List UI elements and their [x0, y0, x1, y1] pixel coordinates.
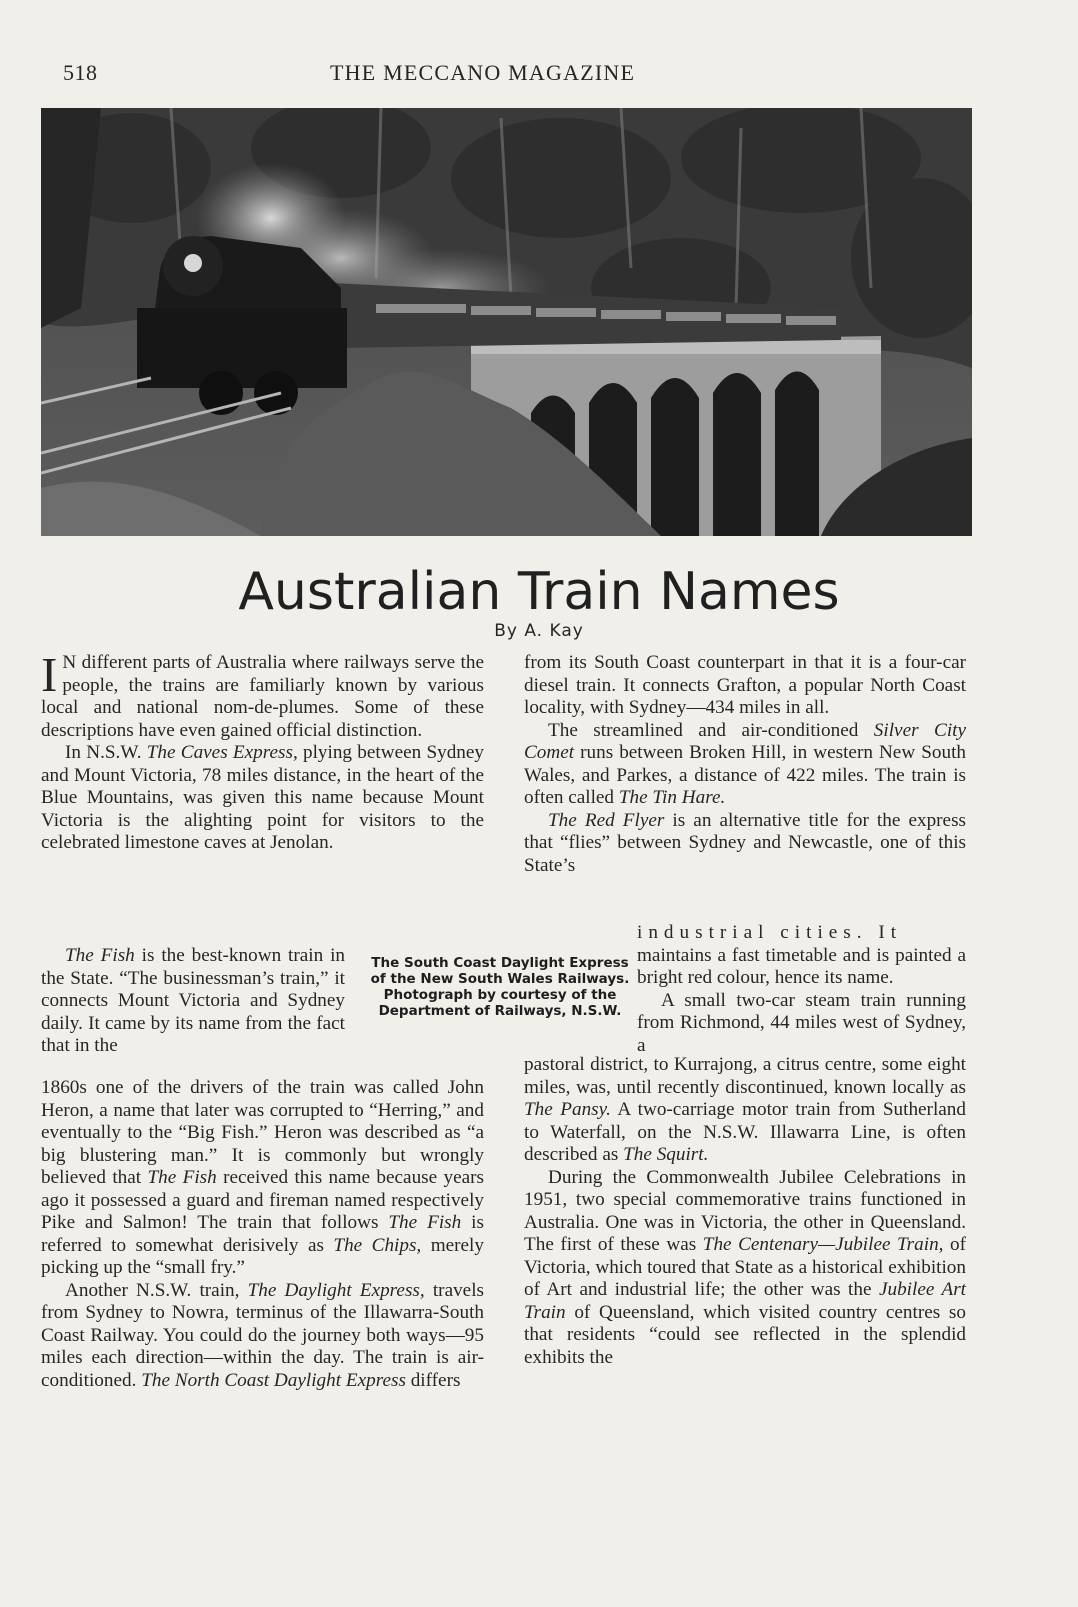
train-name: The Fish: [65, 945, 135, 966]
paragraph-text: A small two-car steam train running from Richmond, 44 miles west of Sydney, a: [637, 989, 966, 1056]
train-name: The Chips,: [333, 1234, 422, 1256]
paragraph-text: Another N.S.W. train,: [65, 1279, 248, 1301]
paragraph-text: runs between Broken Hill, in western New South Wales, and Parkes, a distance of 422 miles. The train is often called: [524, 742, 966, 808]
paragraph: [637, 990, 966, 1058]
left-column-narrow: [41, 945, 345, 1058]
right-column-bottom: [524, 1054, 966, 1369]
paragraph: [41, 945, 345, 1058]
paragraph-text: 1860s one of the drivers of the train was called John Heron, a name that later was corrupted to “Herring,” and eventually to the “Big Fish.” Heron was described as “a big blustering man.” It is commonly but wrongly believed that: [41, 1077, 484, 1188]
paragraph-text: of Victoria, which toured that State as a historical exhibition of Art and industrial life; the other was the: [524, 1234, 967, 1300]
paragraph-text: plying between Sydney and Mount Victoria, 78 miles distance, in the heart of the Blue Mountains, was given this name because Mount Victoria is the alighting point for visitors to the celebrated limestone caves at Jenolan.: [41, 742, 485, 853]
paragraph-text: pastoral district, to Kurrajong, a citrus centre, some eight miles, was, until recently discontinued, known locally as: [524, 1054, 966, 1098]
paragraph-text: In N.S.W.: [65, 742, 147, 763]
photo-caption: The South Coast Daylight Express of the New South Wales Railways. Photograph by courtesy of the Department of Railways, N.S.W.: [370, 955, 630, 1019]
train-name: The Pansy.: [524, 1099, 611, 1120]
paragraph-text: of Queensland, which visited country centres so that residents “could see reflected in the splendid exhibits the: [524, 1301, 966, 1368]
paragraph-text: During the Commonwealth Jubilee Celebrations in 1951, two special commemorative trains functioned in Australia. One was in Victoria, the other in Queensland. The first of these was: [524, 1166, 966, 1255]
left-column-top: [41, 647, 485, 855]
paragraph-text-spaced: industrial cities. It: [637, 922, 903, 943]
paragraph-text: merely picking up the “small fry.”: [41, 1234, 484, 1278]
train-name: The Fish: [388, 1212, 462, 1233]
paragraph: [524, 1167, 966, 1370]
paragraph-text: from its South Coast counterpart in that it is a four-car diesel train. It connects Grafton, a popular North Coast locality, with Sydney—434 miles in all.: [524, 652, 966, 718]
paragraph: [41, 647, 484, 742]
paragraph: [41, 742, 484, 855]
paragraph-text: received this name because years ago it possessed a guard and fireman named respectively Pike and Salmon! The train that follows: [41, 1167, 484, 1233]
paragraph: [524, 810, 966, 878]
train-name: The Squirt.: [623, 1144, 709, 1165]
train-name: The North Coast Daylight Express: [141, 1369, 406, 1391]
train-name: The Red Flyer: [548, 809, 665, 831]
paragraph: [41, 1280, 484, 1393]
train-name: The Daylight Express,: [247, 1279, 425, 1301]
paragraph-text: is an alternative title for the express that “flies” between Sydney and Newcastle, one of this State’s: [524, 809, 966, 876]
train-name: The Fish: [147, 1167, 217, 1188]
right-column-narrow: [637, 922, 966, 1057]
paragraph: [637, 945, 966, 990]
paragraph-text: maintains a fast timetable and is painted a bright red colour, hence its name.: [637, 944, 966, 988]
paragraph-text: The streamlined and air-conditioned: [548, 719, 874, 741]
train-viaduct-image: [41, 108, 972, 536]
paragraph: [41, 1077, 484, 1280]
page-header: [0, 58, 1078, 92]
paragraph-text: N different parts of Australia where railways serve the people, the trains are familiarly known by various local and national nom-de-plumes. Some of these descriptions have even gained official distinction.: [41, 652, 484, 741]
train-photograph: [41, 108, 972, 536]
train-name: The Tin Hare.: [618, 787, 726, 808]
train-name: The Centenary—Jubilee Train,: [702, 1234, 944, 1255]
right-column-top: [524, 652, 966, 877]
article-byline: By A. Kay: [494, 621, 584, 641]
drop-cap: I: [41, 647, 58, 702]
paragraph-text: travels from Sydney to Nowra, terminus of the Illawarra-South Coast Railway. You could do the journey both ways—95 miles each direction—within the day. The train is air-conditioned.: [41, 1279, 484, 1391]
article-title: Australian Train Names: [238, 562, 840, 622]
paragraph: [524, 652, 966, 720]
paragraph-text: is referred to somewhat derisively as: [41, 1212, 484, 1256]
train-name: Silver City Comet: [524, 719, 967, 763]
left-column-bottom: [41, 1077, 484, 1392]
magazine-title: THE MECCANO MAGAZINE: [330, 60, 636, 85]
paragraph: [524, 1054, 966, 1167]
train-name: The Caves Express,: [146, 742, 298, 763]
paragraph: [524, 720, 966, 810]
train-name: Jubilee Art Train: [524, 1279, 966, 1323]
paragraph-text: is the best-known train in the State. “The businessman’s train,” it connects Mount Victoria and Sydney daily. It came by its name from the fact that in the: [41, 945, 345, 1056]
paragraph-text: A two-carriage motor train from Sutherland to Waterfall, on the N.S.W. Illawarra Line, is often described as: [524, 1099, 966, 1165]
paragraph-text: differs: [405, 1369, 461, 1391]
page-number: 518: [63, 60, 98, 85]
